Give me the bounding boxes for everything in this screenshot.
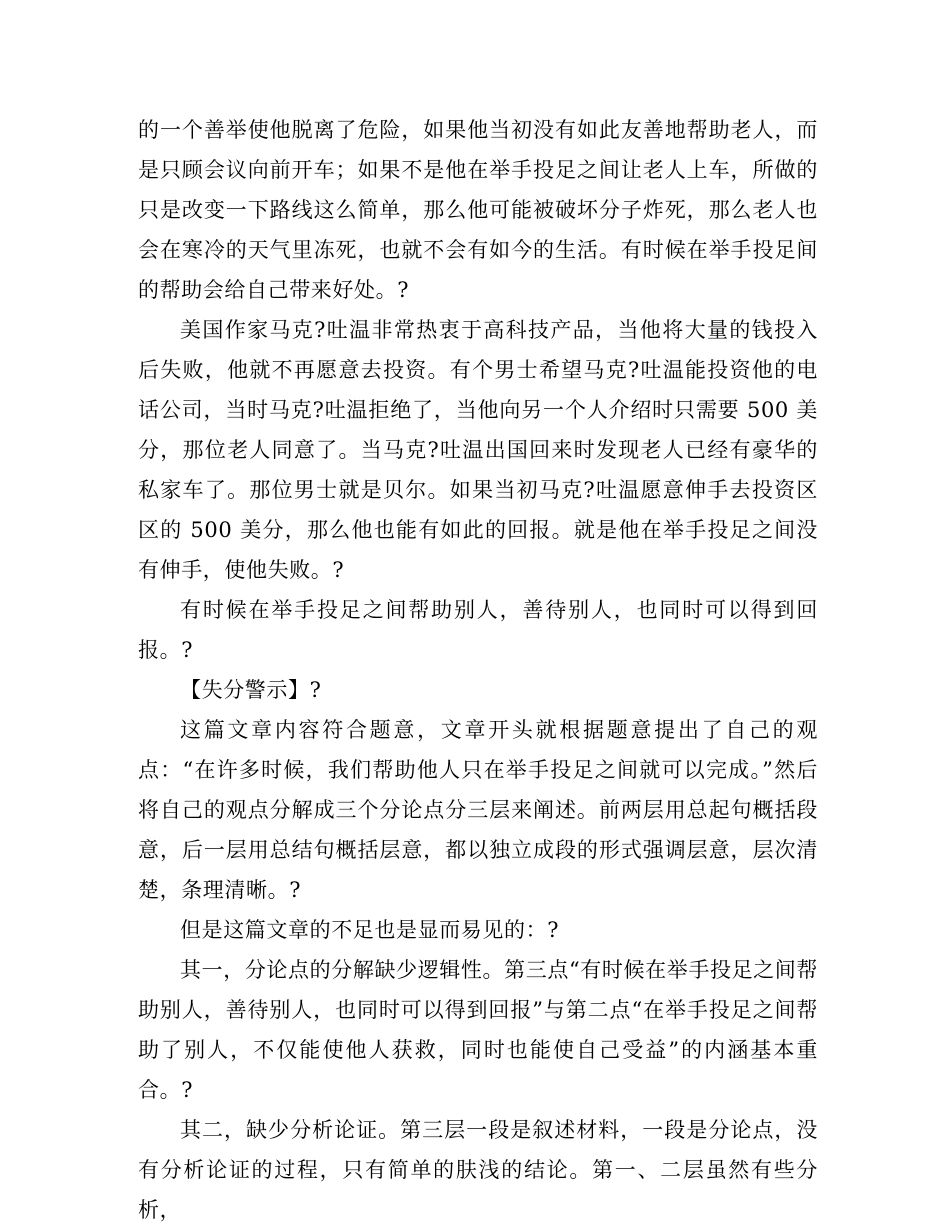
paragraph-continuation: 的一个善举使他脱离了危险，如果他当初没有如此友善地帮助老人，而是只顾会议向前开车；如果不是他在举手投足之间让老人上车，所做的只是改变一下路线这么简单，那么他可能被破坏分子炸死，那么老人也会在寒冷的天气里冻死，也就不会有如今的生活。有时候在举手投足间的帮助会给自己带来好处。?: [138, 118, 818, 302]
paragraph-point-two: 其二，缺少分析论证。第三层一段是叙述材料，一段是分论点，没有分析论证的过程，只有简单的肤浅的结论。第一、二层虽然有些分析，: [138, 1118, 818, 1222]
paragraph-shortcomings-intro: 但是这篇文章的不足也是显而易见的：?: [180, 918, 560, 942]
paragraph-conclusion: 有时候在举手投足之间帮助别人，善待别人，也同时可以得到回报。?: [138, 598, 818, 662]
paragraph-point-one: 其一，分论点的分解缺少逻辑性。第三点“有时候在举手投足之间帮助别人，善待别人，也同时可以得到回报”与第二点“在举手投足之间帮助了别人，不仅能使他人获救，同时也能使自己受益”的内涵基本重合。?: [138, 958, 818, 1102]
document-body: [138, 110, 818, 1230]
section-heading-warning: 【失分警示】?: [180, 678, 322, 702]
paragraph-evaluation: 这篇文章内容符合题意，文章开头就根据题意提出了自己的观点：“在许多时候，我们帮助他人只在举手投足之间就可以完成。”然后将自己的观点分解成三个分论点分三层来阐述。前两层用总起句概括段意，后一层用总结句概括层意，都以独立成段的形式强调层意，层次清楚，条理清晰。?: [138, 718, 818, 902]
paragraph-mark-twain: 美国作家马克?吐温非常热衷于高科技产品，当他将大量的钱投入后失败，他就不再愿意去投资。有个男士希望马克?吐温能投资他的电话公司，当时马克?吐温拒绝了，当他向另一个人介绍时只需要 500 美分，那位老人同意了。当马克?吐温出国回来时发现老人已经有豪华的私家车了。那位男士就是贝尔。如果当初马克?吐温愿意伸手去投资区区的 500 美分，那么他也能有如此的回报。就是他在举手投足之间没有伸手，使他失败。?: [138, 318, 818, 582]
